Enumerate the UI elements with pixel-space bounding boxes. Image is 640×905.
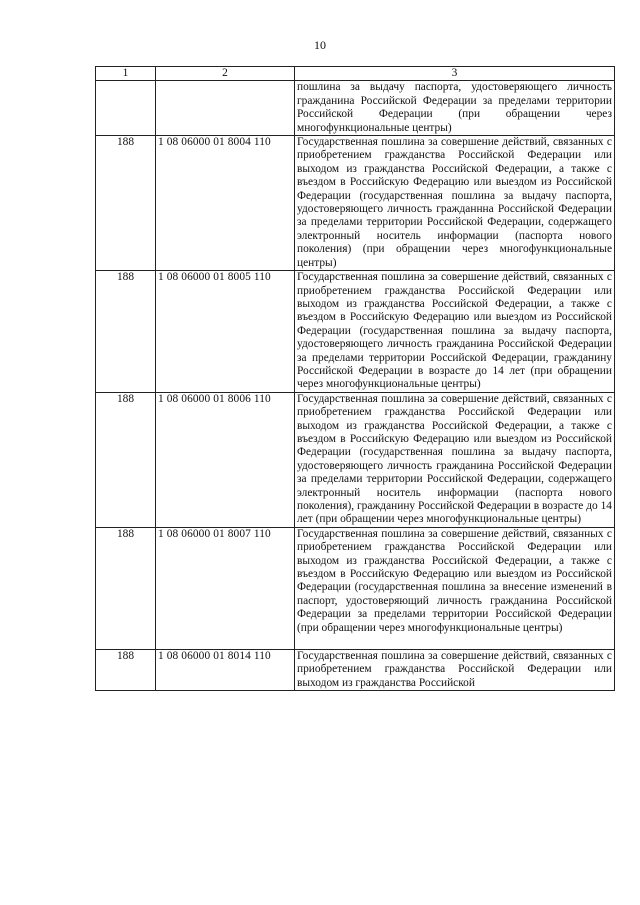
- budget-code-cell: 1 08 06000 01 8006 110: [156, 392, 295, 527]
- table-row: [96, 650, 615, 691]
- description-cell: [295, 527, 615, 649]
- admin-code-cell: 188: [96, 271, 156, 393]
- table-row: [96, 81, 615, 136]
- table-row: [96, 271, 615, 393]
- table-row: [96, 527, 615, 649]
- table-row: [96, 392, 615, 527]
- column-header-1: 1: [96, 67, 156, 81]
- fee-codes-table: [95, 66, 615, 691]
- admin-code-cell: 188: [96, 136, 156, 271]
- budget-code-cell: 1 08 06000 01 8007 110: [156, 527, 295, 649]
- description-cell: Государственная пошлина за совершение действий, связанных с приобретением гражданства Российской Федерации или выходом из гражданства Российской: [295, 650, 615, 691]
- budget-code-cell: [156, 81, 295, 136]
- column-header-3: 3: [295, 67, 615, 81]
- header-row: [96, 67, 615, 81]
- admin-code-cell: 188: [96, 527, 156, 649]
- description-text: Государственная пошлина за совершение действий, связанных с приобретением гражданства Российской Федерации или выходом из гражданства Российской Федерации, а также с въездом в Российскую Федерацию или выездом из Российской Федерации (государственная пошлина за внесение изменений в паспорт, удостоверяющий личность гражданина Российской Федерации за пределами территории Российской Федерации (при обращении через многофункциональные центры): [297, 527, 612, 634]
- page-number: 10: [314, 38, 326, 52]
- blank-line: [297, 635, 612, 649]
- description-cell: Государственная пошлина за совершение действий, связанных с приобретением гражданства Российской Федерации или выходом из гражданства Российской Федерации, а также с въездом в Российскую Федерацию или выездом из Российской Федерации (государственная пошлина за выдачу паспорта, удостоверяющего личность гражданина Российской Федерации за пределами территории Российской Федерации, содержащего электронный носитель информации (паспорта нового поколения), гражданину Российской Федерации в возрасте до 14 лет (при обращении через многофункциональные центры): [295, 392, 615, 527]
- description-cell: Государственная пошлина за совершение действий, связанных с приобретением гражданства Российской Федерации или выходом из гражданства Российской Федерации, а также с въездом в Российскую Федерацию или выездом из Российской Федерации (государственная пошлина за выдачу паспорта, удостоверяющего личность гражданнна Российской Федерации за пределами территории Российской Федерации, содержащего электронный носитель информации (паспорта нового поколения) (при обращении через многофункциональные центры): [295, 136, 615, 271]
- table-row: [96, 136, 615, 271]
- description-cell: пошлина за выдачу паспорта, удостоверяющего личность гражданина Российской Федерации за пределами территории Российской Федерации (при обращении через многофункциональные центры): [295, 81, 615, 136]
- admin-code-cell: 188: [96, 392, 156, 527]
- budget-code-cell: 1 08 06000 01 8004 110: [156, 136, 295, 271]
- admin-code-cell: [96, 81, 156, 136]
- budget-code-cell: 1 08 06000 01 8005 110: [156, 271, 295, 393]
- budget-code-cell: 1 08 06000 01 8014 110: [156, 650, 295, 691]
- column-header-2: 2: [156, 67, 295, 81]
- admin-code-cell: 188: [96, 650, 156, 691]
- description-cell: Государственная пошлина за совершение действий, связанных с приобретением гражданства Российской Федерации или выходом из гражданства Российской Федерации, а также с въездом в Российскую Федерацию или выездом из Российской Федерации (государственная пошлина за выдачу паспорта, удостоверяющего личность гражданина Российской Федерации за пределами территории Российской Федерации, гражданину Российской Федерации в возрасте до 14 лет (при обращении через многофункциональные центры): [295, 271, 615, 393]
